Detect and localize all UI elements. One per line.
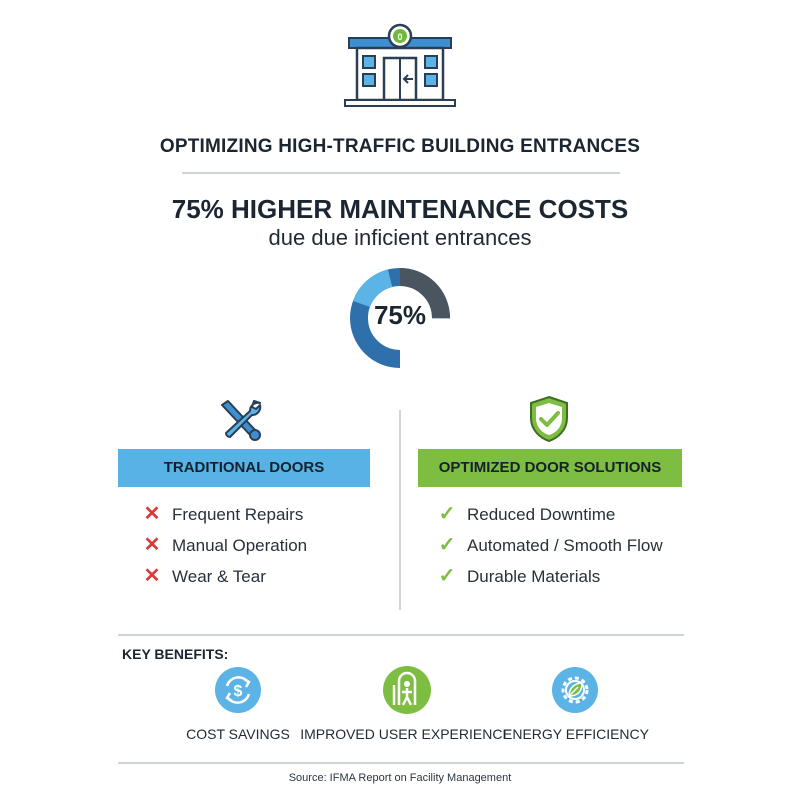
- list-item: [142, 564, 307, 588]
- check-icon: ✓: [438, 565, 456, 587]
- check-icon: ✓: [438, 534, 456, 556]
- list-item-label: Frequent Repairs: [172, 505, 304, 524]
- benefits-divider: [118, 634, 684, 636]
- traditional-list: [142, 502, 307, 588]
- shield-check-icon: [526, 394, 572, 444]
- list-item: [437, 533, 663, 557]
- list-item-label: Manual Operation: [172, 536, 308, 555]
- svg-text:0: 0: [397, 32, 403, 42]
- person-door-icon: [382, 665, 432, 715]
- donut-percent-label: 75%: [373, 300, 427, 330]
- headline-subtitle: due due inficient entrances: [268, 225, 532, 250]
- svg-text:$: $: [233, 683, 243, 700]
- source-citation: Source: IFMA Report on Facility Management: [288, 772, 512, 784]
- title-divider: [182, 172, 620, 174]
- list-item: [437, 564, 663, 588]
- benefits-heading: KEY BENEFITS:: [122, 646, 229, 662]
- x-icon: ✕: [143, 565, 161, 587]
- benefit-label-user-experience: IMPROVED USER EXPERIENCE: [300, 726, 512, 742]
- dollar-cycle-icon: [214, 666, 262, 714]
- leaf-gear-icon: [551, 666, 599, 714]
- list-item: [437, 502, 663, 526]
- traditional-doors-banner: TRADITIONAL DOORS: [118, 449, 370, 487]
- building-entrance-icon: [343, 18, 457, 108]
- list-item-label: Reduced Downtime: [467, 505, 616, 524]
- x-icon: ✕: [143, 503, 161, 525]
- list-item-label: Durable Materials: [467, 567, 601, 586]
- list-item-label: Automated / Smooth Flow: [467, 536, 663, 555]
- x-icon: ✕: [143, 534, 161, 556]
- optimized-list: [437, 502, 663, 588]
- optimized-doors-banner: OPTIMIZED DOOR SOLUTIONS: [418, 449, 682, 487]
- list-item: [142, 533, 307, 557]
- headline-stat: 75% HIGHER MAINTENANCE COSTS: [171, 194, 629, 224]
- page-title: OPTIMIZING HIGH-TRAFFIC BUILDING ENTRANCES: [159, 136, 641, 157]
- list-item-label: Wear & Tear: [172, 567, 266, 586]
- benefit-label-energy-efficiency: ENERGY EFFICIENCY: [503, 726, 649, 742]
- check-icon: ✓: [438, 503, 456, 525]
- benefit-label-cost-savings: COST SAVINGS: [186, 726, 290, 742]
- wrench-screwdriver-icon: [216, 397, 266, 443]
- footer-divider: [118, 762, 684, 764]
- column-divider: [399, 410, 401, 610]
- list-item: [142, 502, 307, 526]
